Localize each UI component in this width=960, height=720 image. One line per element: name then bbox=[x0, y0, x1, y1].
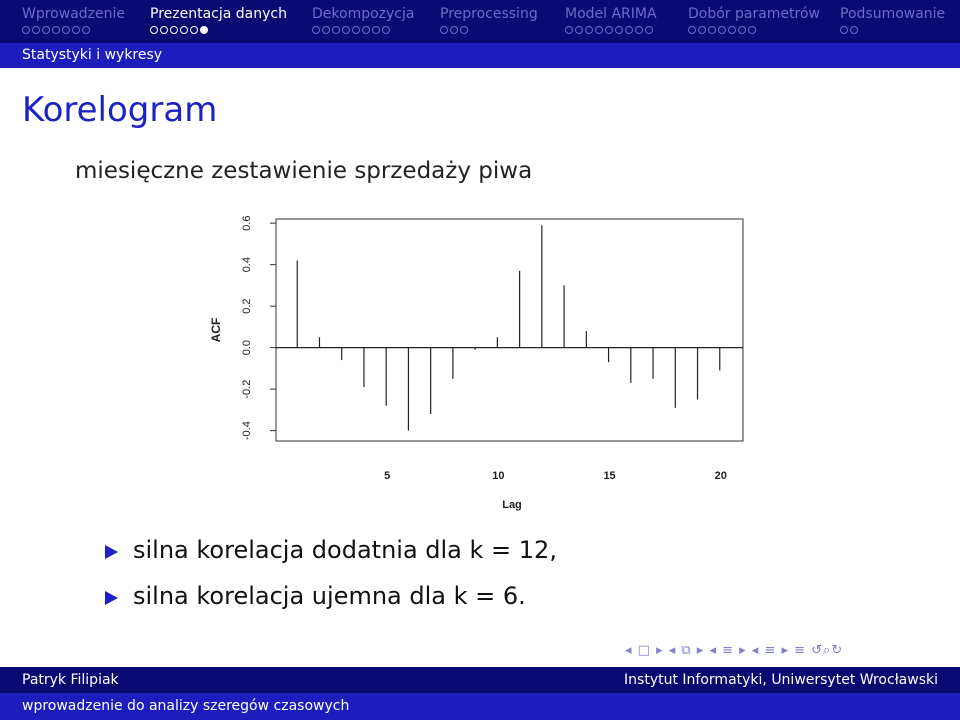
acf-chart bbox=[200, 205, 760, 525]
x-tick-label: 20 bbox=[714, 470, 727, 482]
nav-section-2[interactable]: Prezentacja danych bbox=[150, 6, 287, 22]
x-tick-label: 10 bbox=[492, 470, 505, 482]
nav-section-4[interactable]: Preprocessing bbox=[440, 6, 538, 22]
frame-dot[interactable] bbox=[32, 26, 40, 34]
nav-frame-dots bbox=[22, 26, 90, 35]
footer-top bbox=[0, 667, 960, 693]
frame-dot[interactable] bbox=[708, 26, 716, 34]
frame-dot[interactable] bbox=[322, 26, 330, 34]
section-navigation bbox=[0, 0, 960, 43]
nav-section-5[interactable]: Model ARIMA bbox=[565, 6, 657, 22]
bullet-text: silna korelacja ujemna dla k = 6. bbox=[133, 582, 526, 610]
frame-dot[interactable] bbox=[22, 26, 30, 34]
nav-frame-dots bbox=[312, 26, 390, 35]
frame-dot[interactable] bbox=[698, 26, 706, 34]
subsection-bar bbox=[0, 43, 960, 68]
frame-dot[interactable] bbox=[150, 26, 158, 34]
bullet-triangle-icon bbox=[105, 545, 118, 559]
y-tick-label: 0.0 bbox=[241, 339, 253, 356]
x-tick-label: 5 bbox=[384, 470, 391, 482]
y-tick-label: 0.6 bbox=[241, 215, 253, 231]
frame-dot[interactable] bbox=[635, 26, 643, 34]
frame-dot[interactable] bbox=[382, 26, 390, 34]
frame-dot[interactable] bbox=[72, 26, 80, 34]
frame-dot[interactable] bbox=[615, 26, 623, 34]
frame-dot[interactable] bbox=[748, 26, 756, 34]
frame-dot[interactable] bbox=[352, 26, 360, 34]
footer-author: Patryk Filipiak bbox=[22, 672, 119, 688]
frame-dot[interactable] bbox=[312, 26, 320, 34]
nav-section-1[interactable]: Wprowadzenie bbox=[22, 6, 125, 22]
beamer-navigation-symbols[interactable]: ◂ □ ▸ ◂ ⧉ ▸ ◂ ≡ ▸ ◂ ≡ ▸ ≡ ↺⌕↻ bbox=[625, 643, 844, 658]
nav-section-7[interactable]: Podsumowanie bbox=[840, 6, 946, 22]
frame-dot[interactable] bbox=[460, 26, 468, 34]
frame-dot[interactable] bbox=[52, 26, 60, 34]
frame-dot[interactable] bbox=[362, 26, 370, 34]
nav-frame-dots bbox=[150, 26, 208, 35]
frame-dot[interactable] bbox=[190, 26, 198, 34]
frame-dot[interactable] bbox=[585, 26, 593, 34]
bullet-text: silna korelacja dodatnia dla k = 12, bbox=[133, 536, 557, 564]
frame-dot[interactable] bbox=[82, 26, 90, 34]
y-tick-label: 0.2 bbox=[241, 298, 253, 314]
frame-dot[interactable] bbox=[42, 26, 50, 34]
footer-institute: Instytut Informatyki, Uniwersytet Wrocławski bbox=[624, 672, 938, 688]
nav-frame-dots bbox=[440, 26, 468, 35]
frame-dot[interactable] bbox=[728, 26, 736, 34]
subsection-title: Statystyki i wykresy bbox=[22, 47, 163, 63]
slide-title: Korelogram bbox=[22, 90, 218, 130]
bullet-triangle-icon bbox=[105, 591, 118, 605]
frame-dot[interactable] bbox=[62, 26, 70, 34]
frame-dot[interactable] bbox=[200, 26, 208, 34]
frame-dot[interactable] bbox=[840, 26, 848, 34]
plot-frame bbox=[276, 219, 743, 441]
frame-dot[interactable] bbox=[595, 26, 603, 34]
nav-frame-dots bbox=[840, 26, 858, 35]
frame-dot[interactable] bbox=[170, 26, 178, 34]
nav-frame-dots bbox=[688, 26, 756, 35]
y-tick-label: -0.4 bbox=[241, 421, 253, 441]
y-tick-label: 0.4 bbox=[241, 256, 253, 273]
frame-dot[interactable] bbox=[450, 26, 458, 34]
nav-frame-dots bbox=[565, 26, 653, 35]
nav-section-3[interactable]: Dekompozycja bbox=[312, 6, 415, 22]
frame-dot[interactable] bbox=[160, 26, 168, 34]
frame-dot[interactable] bbox=[342, 26, 350, 34]
footer-talk-title: wprowadzenie do analizy szeregów czasowych bbox=[22, 698, 350, 714]
y-axis-label: ACF bbox=[209, 317, 223, 343]
x-axis-label: Lag bbox=[502, 499, 522, 511]
frame-dot[interactable] bbox=[625, 26, 633, 34]
frame-dot[interactable] bbox=[718, 26, 726, 34]
slide-subtitle: miesięczne zestawienie sprzedaży piwa bbox=[75, 158, 533, 184]
frame-dot[interactable] bbox=[332, 26, 340, 34]
frame-dot[interactable] bbox=[605, 26, 613, 34]
frame-dot[interactable] bbox=[565, 26, 573, 34]
frame-dot[interactable] bbox=[738, 26, 746, 34]
frame-dot[interactable] bbox=[688, 26, 696, 34]
y-tick-label: -0.2 bbox=[241, 379, 253, 399]
footer-bottom bbox=[0, 693, 960, 720]
frame-dot[interactable] bbox=[645, 26, 653, 34]
frame-dot[interactable] bbox=[372, 26, 380, 34]
frame-dot[interactable] bbox=[180, 26, 188, 34]
nav-section-6[interactable]: Dobór parametrów bbox=[688, 6, 821, 22]
x-tick-label: 15 bbox=[603, 470, 616, 482]
frame-dot[interactable] bbox=[575, 26, 583, 34]
frame-dot[interactable] bbox=[440, 26, 448, 34]
frame-dot[interactable] bbox=[850, 26, 858, 34]
